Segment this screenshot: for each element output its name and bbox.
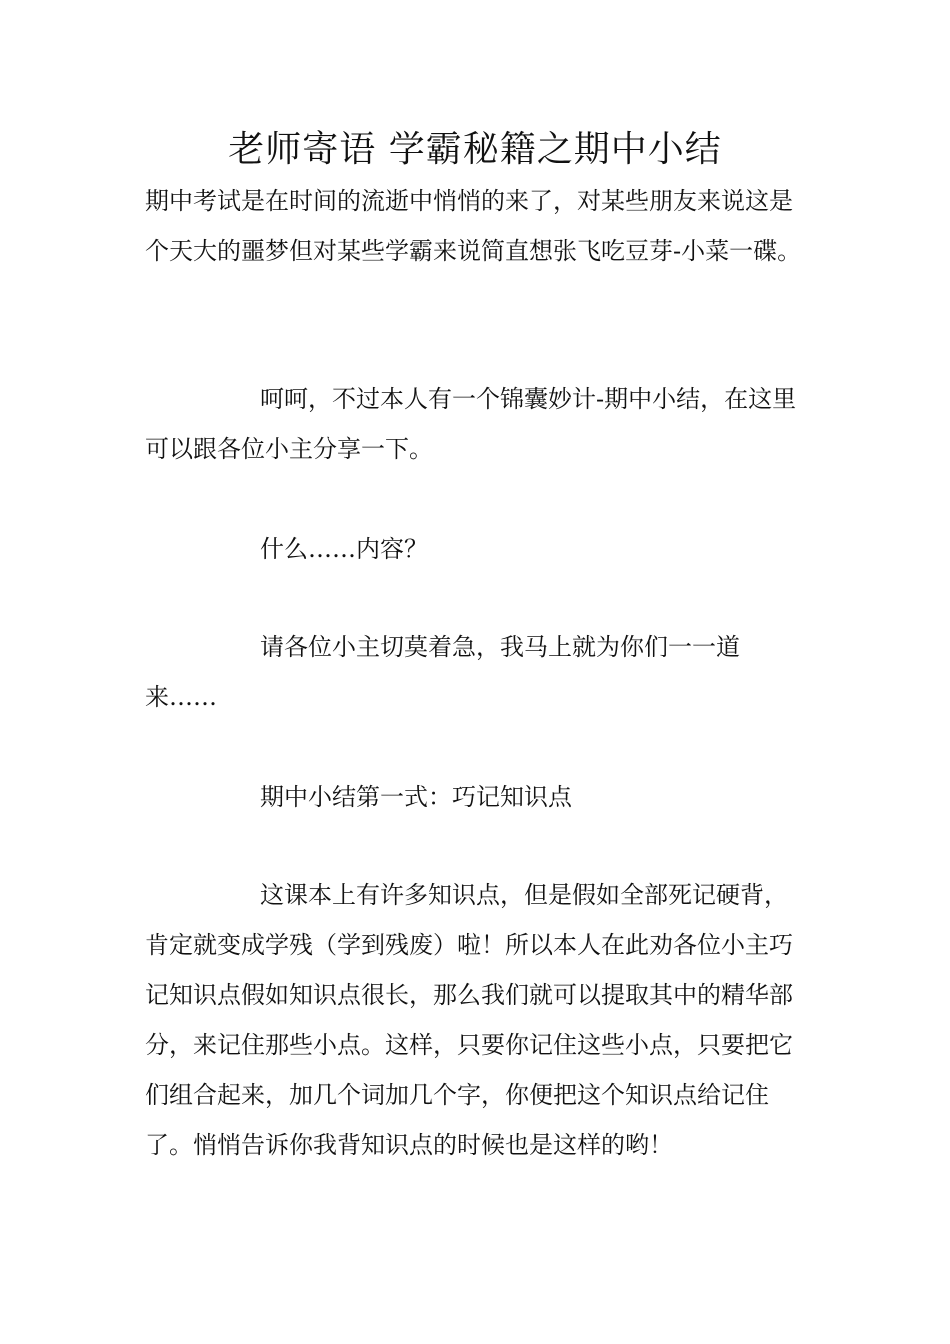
paragraph-first-tip-body: 这课本上有许多知识点，但是假如全部死记硬背，肯定就变成学残（学到残废）啦！所以本人在此劝各位小主巧记知识点假如知识点很长，那么我们就可以提取其中的精华部分，来记住那些小点。这样，只要你记住这些小点，只要把它们组合起来，加几个词加几个字，你便把这个知识点给记住了。悄悄告诉你我背知识点的时候也是这样的哟！ [145,881,793,1159]
section-heading-first-tip: 期中小结第一式：巧记知识点 [260,783,572,811]
paragraph-question: 什么……内容？ [260,535,428,563]
paragraph-intro: 期中考试是在时间的流逝中悄悄的来了，对某些朋友来说这是个天大的噩梦但对某些学霸来说简直想张飞吃豆芽-小菜一碟。 [145,187,802,265]
document-title: 老师寄语 学霸秘籍之期中小结 [228,129,722,170]
paragraph-wait: 请各位小主切莫着急，我马上就为你们一一道来…… [145,633,740,711]
paragraph-plan: 呵呵，不过本人有一个锦囊妙计-期中小结，在这里可以跟各位小主分享一下。 [145,385,797,463]
